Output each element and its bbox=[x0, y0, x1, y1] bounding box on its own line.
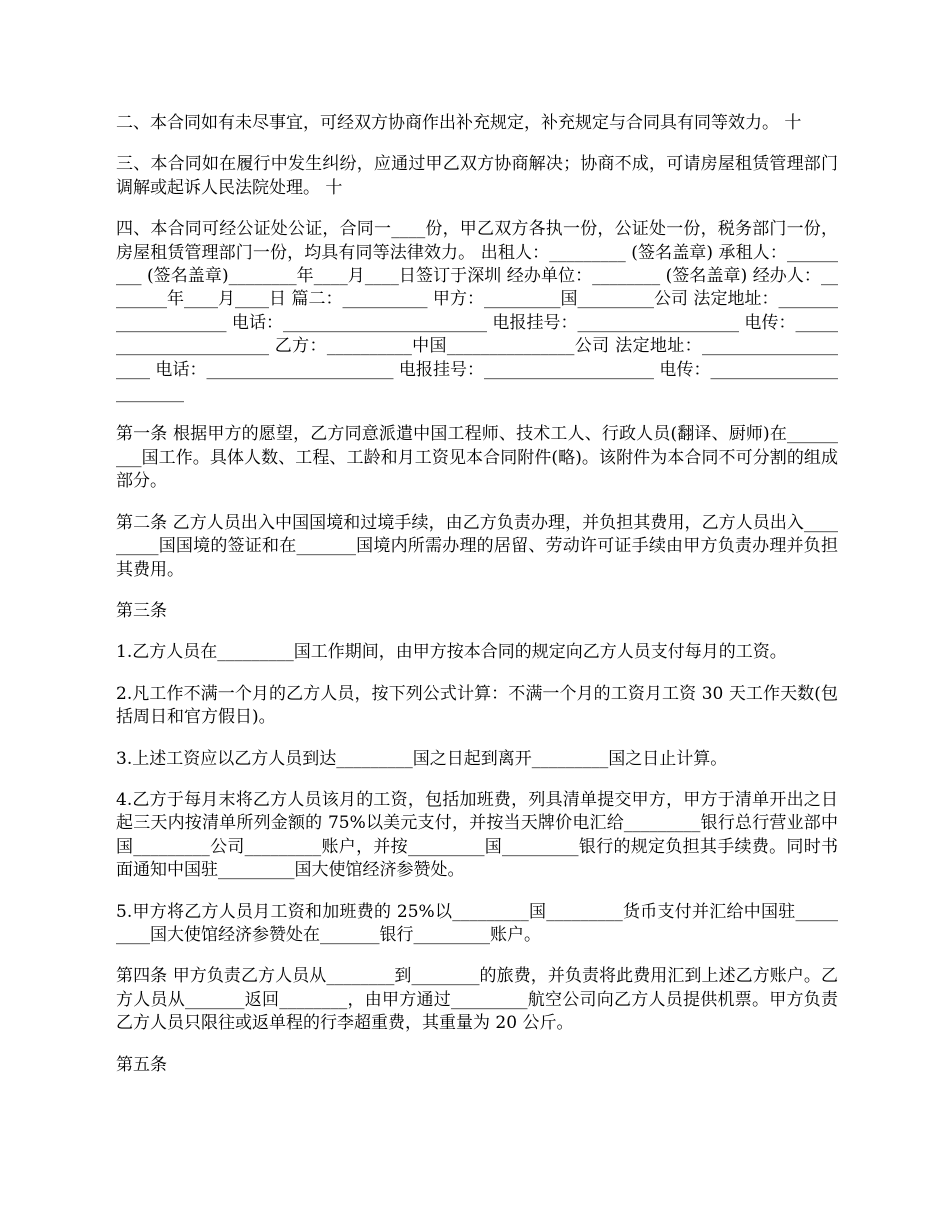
paragraph-article-4: 第四条 甲方负责乙方人员从________到________的旅费，并负责将此费用汇到上述乙方账户。乙方人员从_______返回________，由甲方通过_________航空公司向乙方人员提供机票。甲方负责乙方人员只限往或返单程的行李超重费，其重量为 20 公斤。 bbox=[116, 966, 838, 1034]
heading-article-3: 第三条 bbox=[116, 600, 167, 621]
paragraph-article-3-item-4: 4.乙方于每月末将乙方人员该月的工资，包括加班费，列具清单提交甲方，甲方于清单开出之日起三天内按清单所列金额的 75%以美元支付，并按当天牌价电汇给_________银行总行营业部中国_________公司_________账户，并按_________国_________银行的规定负担其手续费。同时书面通知中国驻_________国大使馆经济参赞处。 bbox=[116, 789, 838, 881]
document-page bbox=[116, 112, 838, 1095]
paragraph-article-3-item-1: 1.乙方人员在_________国工作期间，由甲方按本合同的规定向乙方人员支付每月的工资。 bbox=[116, 642, 787, 663]
paragraph-clause-2: 二、本合同如有未尽事宜，可经双方协商作出补充规定，补充规定与合同具有同等效力。 十 bbox=[116, 113, 802, 133]
paragraph-article-2: 第二条 乙方人员出入中国国境和过境手续，由乙方负责办理，并负担其费用，乙方人员出入_________国国境的签证和在_______国境内所需办理的居留、劳动许可证手续由甲方负责办理并负担其费用。 bbox=[116, 512, 838, 580]
paragraph-article-3-item-5: 5.甲方将乙方人员月工资和加班费的 25%以_________国_________货币支付并汇给中国驻_________国大使馆经济参赞处在_______银行_________账户。 bbox=[116, 901, 838, 945]
paragraph-article-3-item-2: 2.凡工作不满一个月的乙方人员，按下列公式计算：不满一个月的工资月工资 30 天工作天数(包括周日和官方假日)。 bbox=[116, 683, 838, 728]
heading-article-5: 第五条 bbox=[116, 1054, 167, 1075]
paragraph-clause-3: 三、本合同如在履行中发生纠纷，应通过甲乙双方协商解决；协商不成，可请房屋租赁管理部门调解或起诉人民法院处理。 十 bbox=[116, 154, 838, 198]
paragraph-article-1: 第一条 根据甲方的愿望，乙方同意派遣中国工程师、技术工人、行政人员(翻译、厨师)在_________国工作。具体人数、工程、工龄和月工资见本合同附件(略)。该附件为本合同不可分割的组成部分。 bbox=[116, 424, 838, 492]
paragraph-clause-4-signatures: 四、本合同可经公证处公证，合同一____份，甲乙双方各执一份，公证处一份，税务部门一份，房屋租赁管理部门一份，均具有同等法律效力。 出租人：_________ (签名盖章) 承租人：_________ (签名盖章)________年____月____日签订于深圳 经办单位：________ (签名盖章) 经办人：________年____月____日 篇二：__________ 甲方：_________国_________公司 法定地址：____________________ 电话：________________________ 电报挂号：___________________ 电传：_______________________ 乙方：__________中国_______________公司 法定地址：____________________ 电话：______________________ 电报挂号：____________________ 电传：_______________________ bbox=[116, 219, 838, 404]
paragraph-article-3-item-3: 3.上述工资应以乙方人员到达_________国之日起到离开_________国之日止计算。 bbox=[116, 748, 728, 769]
